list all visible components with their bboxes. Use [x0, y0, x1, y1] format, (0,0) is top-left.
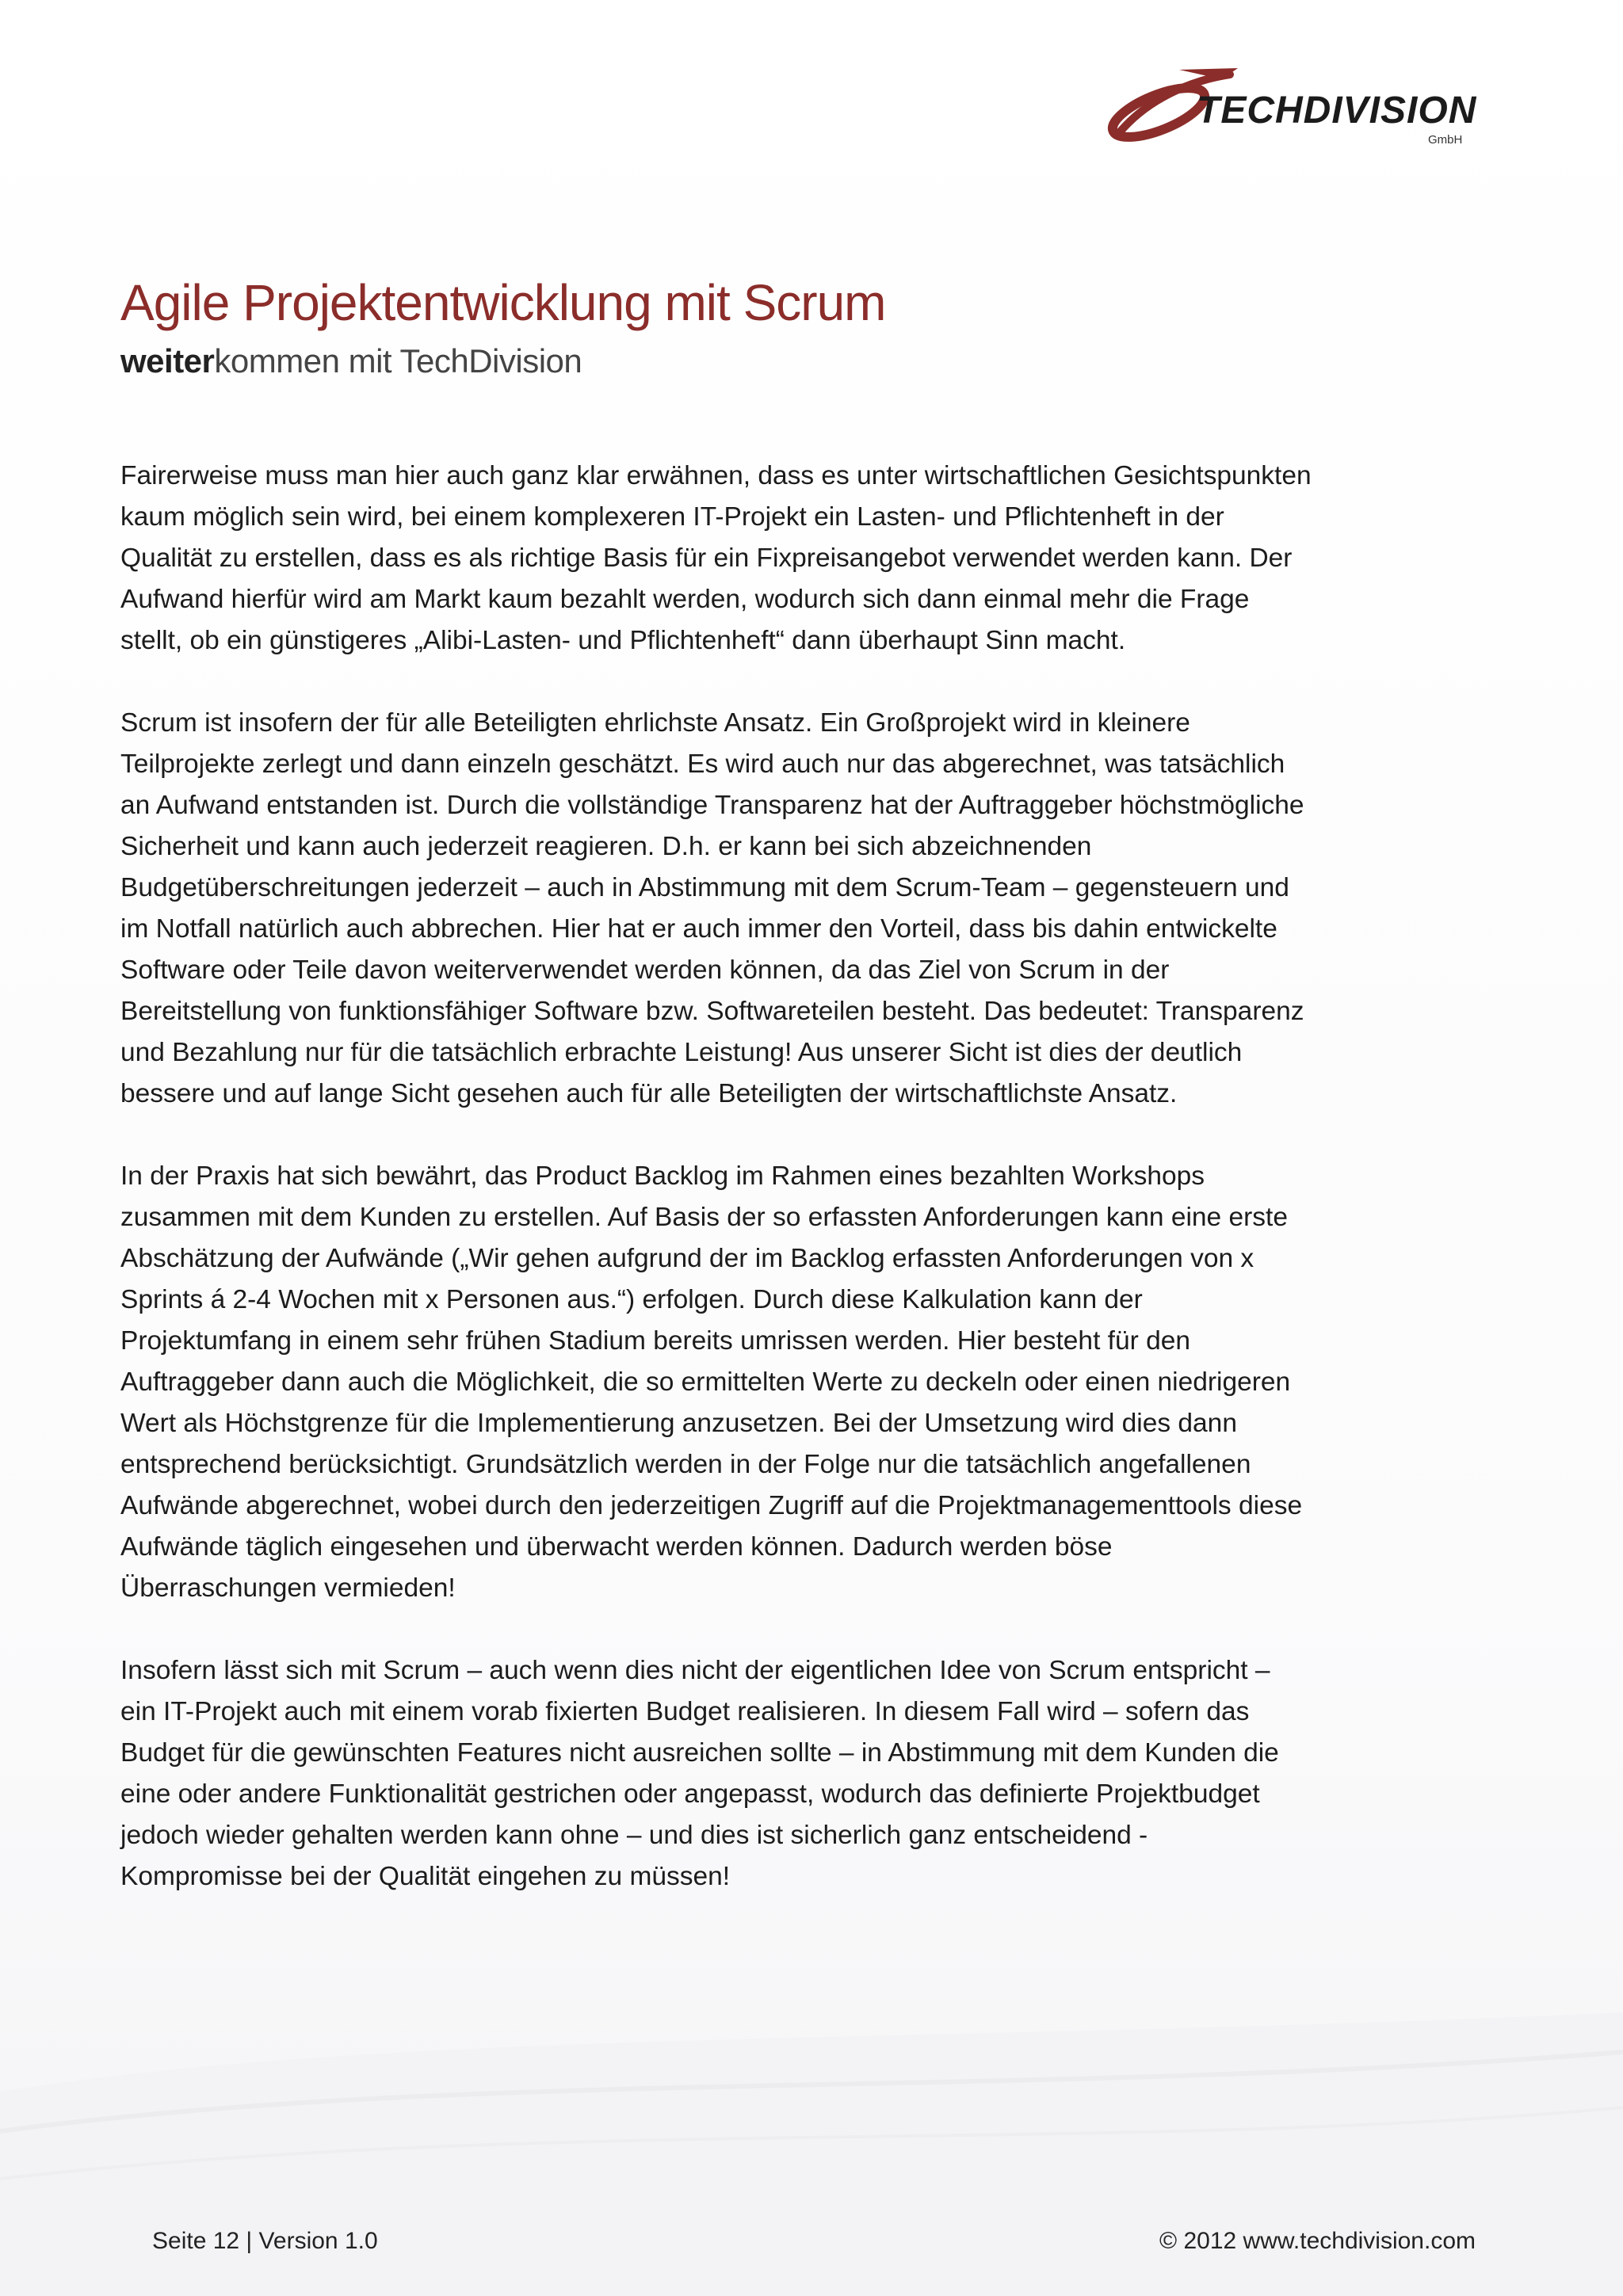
text-line: zusammen mit dem Kunden zu erstellen. Auf Basis der so erfassten Anforderungen kann eine erste — [120, 1203, 1288, 1232]
text-line: Sprints á 2-4 Wochen mit x Personen aus.“) erfolgen. Durch diese Kalkulation kann der — [120, 1285, 1143, 1314]
text-line: Insofern lässt sich mit Scrum – auch wenn dies nicht der eigentlichen Idee von Scrum entspricht – — [120, 1656, 1270, 1685]
text-line: Kompromisse bei der Qualität eingehen zu müssen! — [120, 1862, 731, 1891]
text-line: eine oder andere Funktionalität gestrichen oder angepasst, wodurch das definierte Projektbudget — [120, 1779, 1260, 1809]
body-content — [120, 456, 1484, 1939]
text-line: Budgetüberschreitungen jederzeit – auch in Abstimmung mit dem Scrum-Team – gegensteuern und — [120, 873, 1289, 902]
text-line: Qualität zu erstellen, dass es als richtige Basis für ein Fixpreisangebot verwendet werden kann. Der — [120, 543, 1293, 573]
text-line: Aufwand hierfür wird am Markt kaum bezahlt werden, wodurch sich dann einmal mehr die Frage — [120, 585, 1250, 614]
text-line: kaum möglich sein wird, bei einem komplexeren IT-Projekt ein Lasten- und Pflichtenheft in der — [120, 502, 1224, 532]
footer-page-version: Seite 12 | Version 1.0 — [152, 2228, 378, 2254]
text-line: Aufwände abgerechnet, wobei durch den jederzeitigen Zugriff auf die Projektmanagementtools diese — [120, 1491, 1303, 1520]
text-line: bessere und auf lange Sicht gesehen auch für alle Beteiligten der wirtschaftlichste Ansatz. — [120, 1079, 1178, 1108]
text-line: ein IT-Projekt auch mit einem vorab fixierten Budget realisieren. In diesem Fall wird – sofern das — [120, 1697, 1250, 1726]
text-line: Software oder Teile davon weiterverwendet werden können, da das Ziel von Scrum in der — [120, 955, 1170, 985]
text-line: an Aufwand entstanden ist. Durch die vollständige Transparenz hat der Auftraggeber höchstmögliche — [120, 791, 1304, 820]
text-line: Auftraggeber dann auch die Möglichkeit, die so ermittelten Werte zu deckeln oder einen niedrigeren — [120, 1367, 1291, 1397]
paragraph — [120, 1156, 1484, 1609]
brand-suffix: GmbH — [1428, 133, 1463, 147]
text-line: Fairerweise muss man hier auch ganz klar erwähnen, dass es unter wirtschaftlichen Gesichtspunkten — [120, 461, 1312, 490]
text-line: Scrum ist insofern der für alle Beteiligten ehrlichste Ansatz. Ein Großprojekt wird in kleinere — [120, 708, 1190, 738]
text-line: Aufwände täglich eingesehen und überwacht werden können. Dadurch werden böse — [120, 1532, 1113, 1562]
paragraph — [120, 703, 1484, 1115]
text-line: jedoch wieder gehalten werden kann ohne – und dies ist sicherlich ganz entscheidend - — [120, 1821, 1148, 1850]
text-line: Überraschungen vermieden! — [120, 1573, 456, 1603]
page-title: Agile Projektentwicklung mit Scrum — [120, 274, 886, 331]
text-line: Projektumfang in einem sehr frühen Stadium bereits umrissen werden. Hier besteht für den — [120, 1326, 1190, 1356]
text-line: Bereitstellung von funktionsfähiger Software bzw. Softwareteilen besteht. Das bedeutet: Transparenz — [120, 997, 1304, 1026]
subtitle-rest: kommen mit TechDivision — [214, 342, 582, 379]
paragraph — [120, 456, 1484, 662]
subtitle-bold: weiter — [120, 342, 215, 379]
brand-wordmark: TECHDIVISION — [1197, 90, 1477, 132]
text-line: und Bezahlung nur für die tatsächlich erbrachte Leistung! Aus unserer Sicht ist dies der deutlich — [120, 1038, 1243, 1067]
page-subtitle — [120, 342, 582, 380]
text-line: entsprechend berücksichtigt. Grundsätzlich werden in der Folge nur die tatsächlich angefallenen — [120, 1450, 1251, 1479]
text-line: Budget für die gewünschten Features nicht ausreichen sollte – in Abstimmung mit dem Kunden die — [120, 1738, 1279, 1768]
paragraph — [120, 1650, 1484, 1897]
text-line: Teilprojekte zerlegt und dann einzeln geschätzt. Es wird auch nur das abgerechnet, was tatsächlich — [120, 749, 1285, 779]
text-line: Sicherheit und kann auch jederzeit reagieren. D.h. er kann bei sich abzeichnenden — [120, 832, 1092, 861]
text-line: im Notfall natürlich auch abbrechen. Hier hat er auch immer den Vorteil, dass bis dahin entwickelte — [120, 914, 1277, 944]
text-line: Abschätzung der Aufwände („Wir gehen aufgrund der im Backlog erfassten Anforderungen von x — [120, 1244, 1254, 1273]
footer-copyright: © 2012 www.techdivision.com — [1159, 2228, 1476, 2254]
text-line: stellt, ob ein günstigeres „Alibi-Lasten- und Pflichtenheft“ dann überhaupt Sinn macht. — [120, 626, 1126, 655]
text-line: Wert als Höchstgrenze für die Implementierung anzusetzen. Bei der Umsetzung wird dies dann — [120, 1409, 1237, 1438]
text-line: In der Praxis hat sich bewährt, das Product Backlog im Rahmen eines bezahlten Workshops — [120, 1161, 1205, 1191]
